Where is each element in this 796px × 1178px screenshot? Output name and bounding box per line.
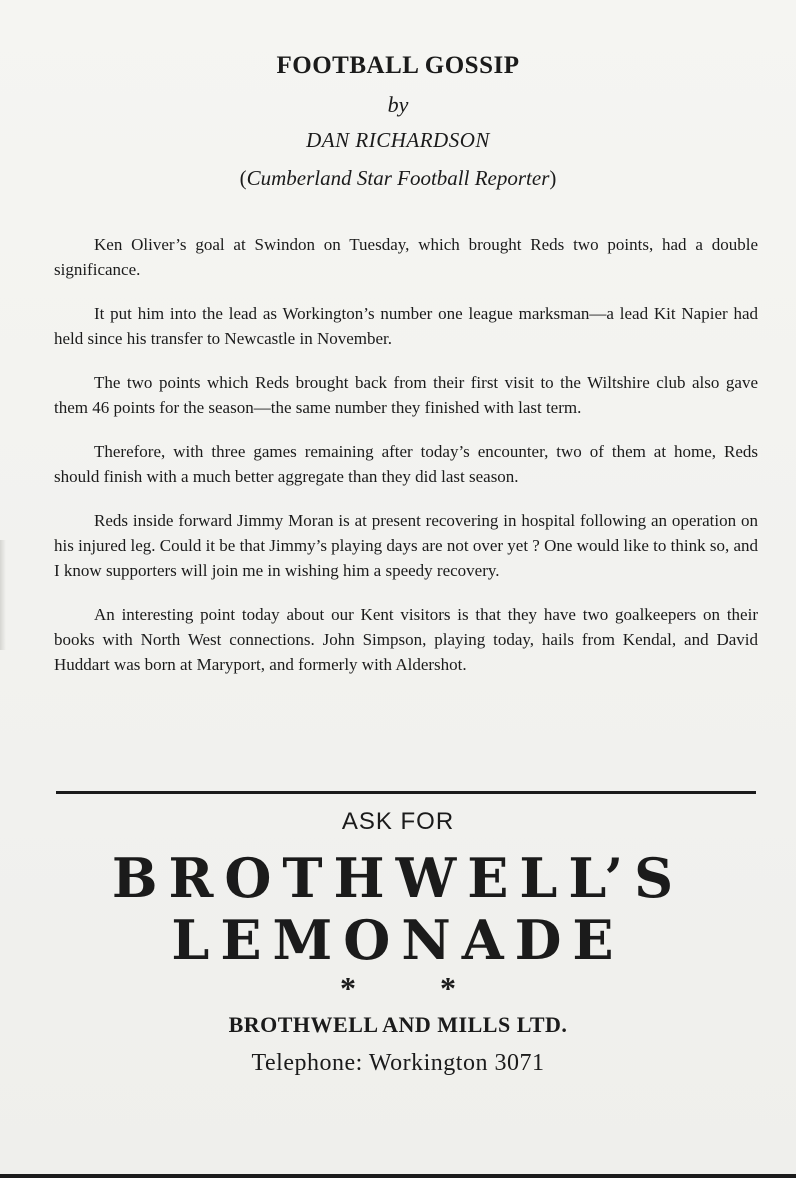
article-paragraph: It put him into the lead as Workington’s number one league marksman—a lead Kit Napier had held since his transfer to Newcastle in November. — [54, 304, 758, 348]
advert-brand-name: BROTHWELL’S — [111, 846, 685, 910]
affiliation-open-paren: ( — [239, 166, 247, 190]
article-paragraph: An interesting point today about our Kent visitors is that they have two goalkeepers on their books with North West connections. John Simpson, playing today, hails from Kendal, and David Huddart was born at Maryport, and formerly with Aldershot. — [54, 605, 758, 674]
advert-ask-for: ASK FOR — [341, 808, 455, 835]
page-bottom-edge — [0, 1174, 796, 1178]
article-body — [54, 232, 758, 696]
section-divider — [56, 791, 756, 794]
article-paragraph: Therefore, with three games remaining after today’s encounter, two of them at home, Reds should finish with a much better aggregate than they did last season. — [54, 442, 758, 486]
article-paragraph: Ken Oliver’s goal at Swindon on Tuesday, which brought Reds two points, had a double significance. — [54, 235, 758, 279]
advert-telephone: Telephone: Workington 3071 — [251, 1050, 545, 1076]
asterisk-icon: * — [440, 970, 456, 1006]
author-affiliation — [0, 166, 796, 191]
affiliation-close-paren: ) — [549, 166, 557, 190]
affiliation-text: Cumberland Star Football Reporter — [246, 166, 550, 190]
advert-company: BROTHWELL AND MILLS LTD. — [228, 1012, 568, 1037]
article-paragraph: The two points which Reds brought back from their first visit to the Wiltshire club also gave them 46 points for the season—the same number they finished with last term. — [54, 373, 758, 417]
page-binding-edge — [0, 540, 6, 650]
article-author: DAN RICHARDSON — [306, 128, 490, 152]
asterisk-icon: * — [340, 970, 356, 1006]
advert-product-name: LEMONADE — [171, 908, 625, 972]
article-title: FOOTBALL GOSSIP — [276, 52, 520, 79]
article-byline: by — [387, 92, 409, 117]
advert-stars — [0, 968, 796, 1008]
article-paragraph: Reds inside forward Jimmy Moran is at present recovering in hospital following an operation on his injured leg. Could it be that Jimmy’s playing days are not over yet ? One would like to think so, and I know supporters will join me in wishing him a speedy recovery. — [54, 511, 758, 580]
